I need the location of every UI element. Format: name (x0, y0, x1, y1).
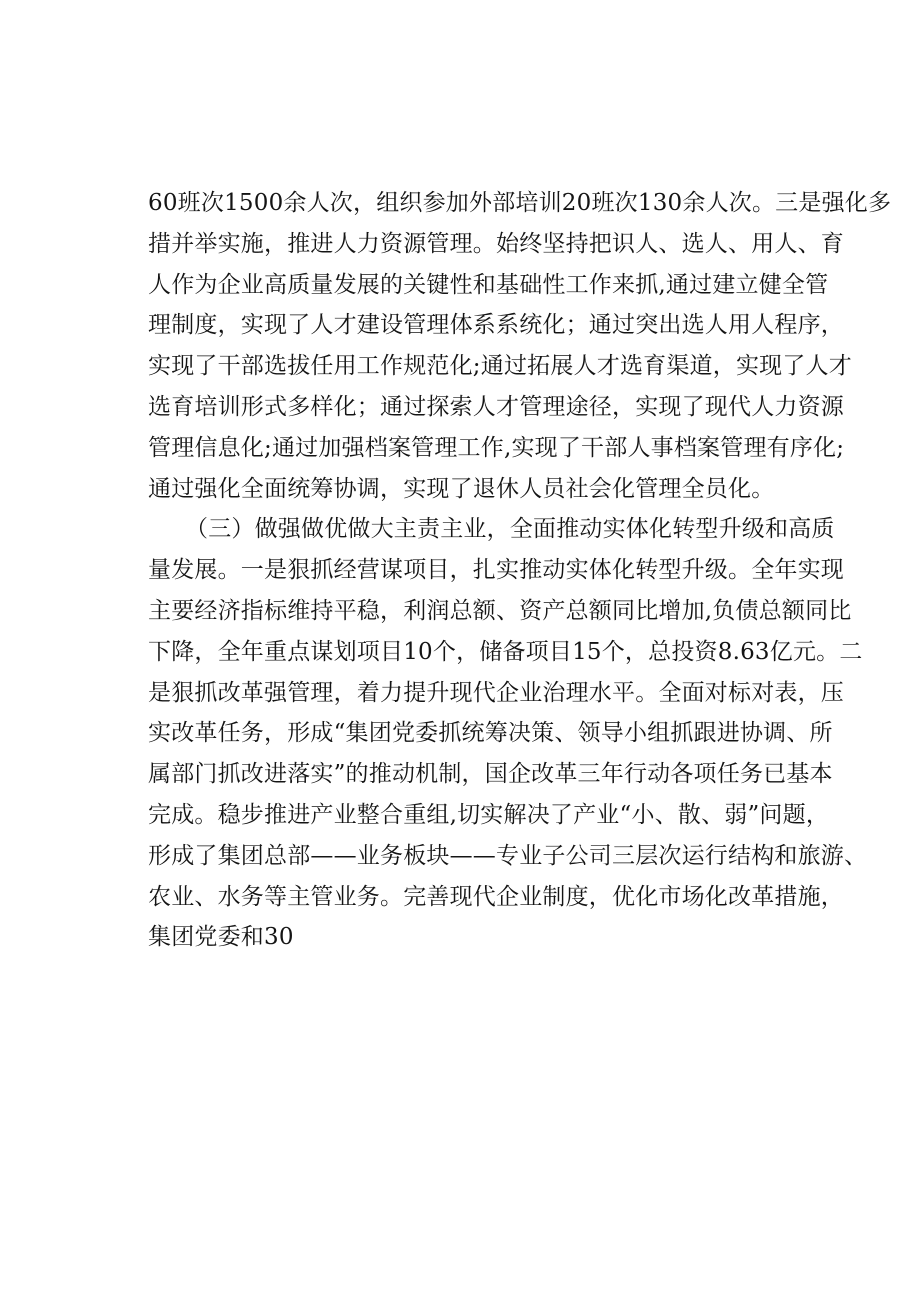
text-line: 通过强化全面统筹协调，实现了退休人员社会化管理全员化。 (148, 475, 775, 502)
text-line: 农业、水务等主管业务。完善现代企业制度，优化市场化改革措施， (148, 883, 844, 910)
text-line: 形成了集团总部——业务板块——专业子公司三层次运行结构和旅游、 (148, 842, 868, 869)
text-line: 集团党委和30 (148, 924, 294, 951)
text-line: 理制度，实现了人才建设管理体系系统化；通过突出选人用人程序， (148, 312, 844, 339)
text-line: 属部门抓改进落实”的推动机制，国企改革三年行动各项任务已基本 (148, 761, 833, 788)
text-line: 下降，全年重点谋划项目10个，储备项目15个，总投资8.63亿元。二 (148, 638, 863, 665)
section-heading-line: （三）做强做优做大主责主业，全面推动实体化转型升级和高质 (185, 516, 835, 543)
text-line: 实现了干部选拔任用工作规范化;通过拓展人才选育渠道，实现了人才 (148, 353, 852, 380)
text-line: 量发展。一是狠抓经营谋项目，扎实推动实体化转型升级。全年实现 (148, 557, 844, 584)
body-text (148, 183, 892, 958)
text-line: 实改革任务，形成“集团党委抓统筹决策、领导小组抓跟进协调、所 (148, 720, 833, 747)
text-line: 措并举实施，推进人力资源管理。始终坚持把识人、选人、用人、育 (148, 230, 844, 257)
text-line: 是狠抓改革强管理，着力提升现代企业治理水平。全面对标对表，压 (148, 679, 844, 706)
text-line: 主要经济指标维持平稳，利润总额、资产总额同比增加,负债总额同比 (148, 597, 852, 624)
text-line: 选育培训形式多样化；通过探索人才管理途径，实现了现代人力资源 (148, 393, 844, 420)
text-line: 管理信息化;通过加强档案管理工作,实现了干部人事档案管理有序化; (148, 434, 845, 461)
text-line: 完成。稳步推进产业整合重组,切实解决了产业“小、散、弱”问题， (148, 801, 830, 828)
text-line: 人作为企业高质量发展的关键性和基础性工作来抓,通过建立健全管 (148, 271, 829, 298)
text-line: 60班次1500余人次，组织参加外部培训20班次130余人次。三是强化多 (148, 190, 892, 216)
